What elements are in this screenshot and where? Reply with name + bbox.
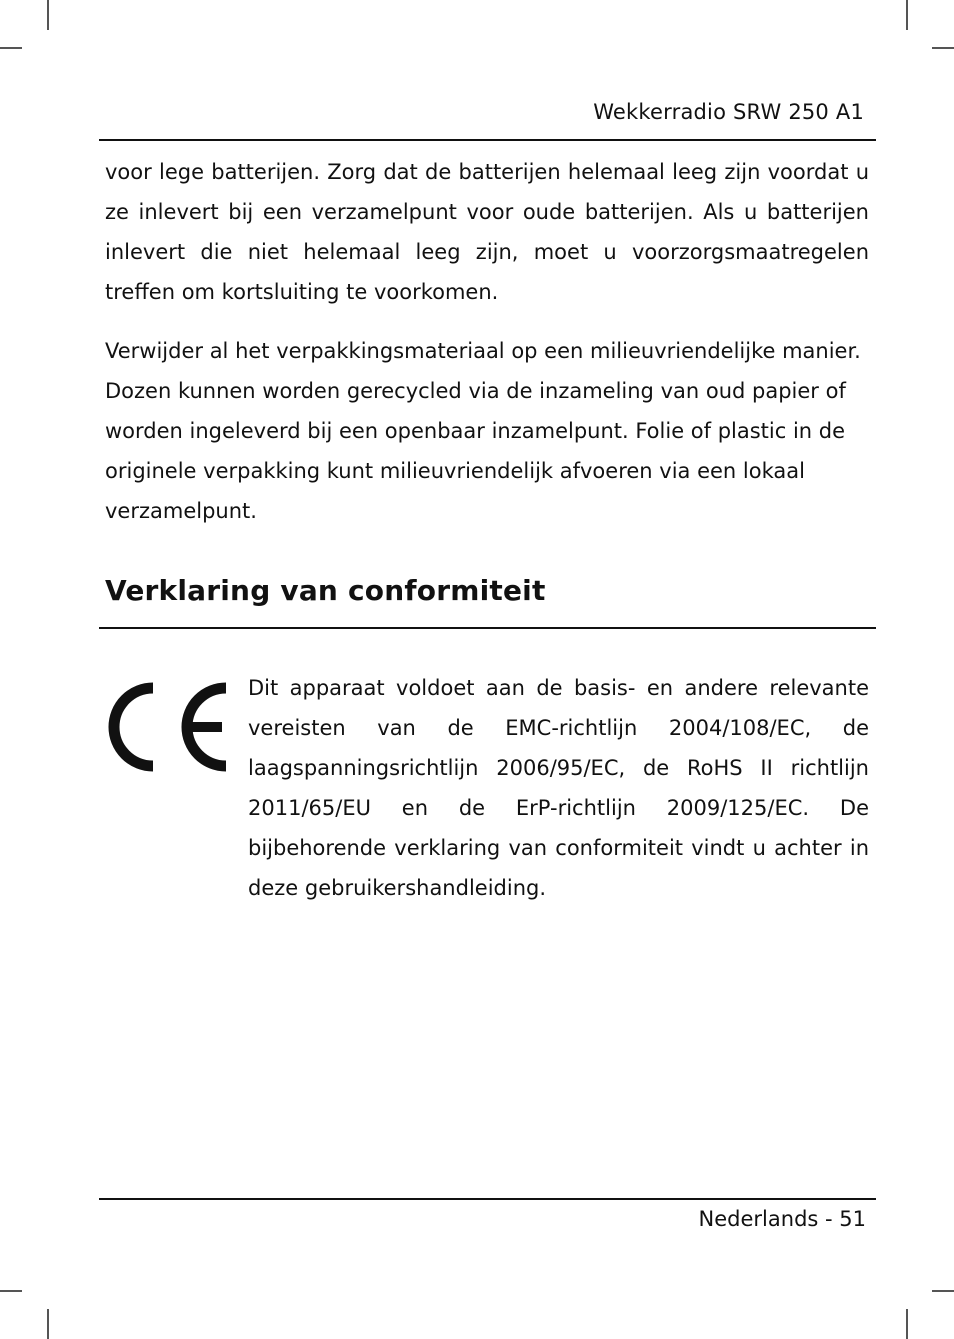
header-rule — [99, 139, 876, 141]
page-number: Nederlands - 51 — [698, 1207, 866, 1231]
crop-mark — [906, 1309, 908, 1339]
footer-rule — [99, 1198, 876, 1200]
crop-mark — [906, 0, 908, 30]
crop-mark — [932, 47, 954, 49]
paragraph-conformity: Dit apparaat voldoet aan de basis- en andere relevante vereisten van de EMC-richtlijn 2004/108/EC, de laagspanningsrichtlijn 2006/95/EC, de RoHS II richtlijn 2011/65/EU en de ErP-richtlijn 2009/125/EC. De bijbehorende verklaring van conformiteit vindt u achter in deze gebruikershandleiding. — [248, 676, 869, 900]
crop-mark — [47, 1309, 49, 1339]
ce-mark-icon — [108, 682, 232, 772]
section-rule — [99, 627, 876, 629]
crop-mark — [0, 1290, 22, 1292]
crop-mark — [932, 1290, 954, 1292]
crop-mark — [47, 0, 49, 30]
paragraph-battery-disposal: voor lege batterijen. Zorg dat de batterijen helemaal leeg zijn voordat u ze inlevert bij een verzamelpunt voor oude batterijen. Als u batterijen inlevert die niet helemaal leeg zijn, moet u voorzorgsmaatregelen treffen om kortsluiting te voorkomen. — [105, 160, 869, 304]
crop-mark — [0, 47, 22, 49]
running-header: Wekkerradio SRW 250 A1 — [593, 100, 864, 124]
section-heading: Verklaring van conformiteit — [105, 574, 546, 607]
paragraph-packaging-disposal: Verwijder al het verpakkingsmateriaal op een milieuvriendelijke manier. Dozen kunnen worden gerecycled via de inzameling van oud papier of worden ingeleverd bij een openbaar inzamelpunt. Folie of plastic in de originele verpakking kunt milieuvriendelijk afvoeren via een lokaal verzamelpunt. — [105, 339, 861, 523]
